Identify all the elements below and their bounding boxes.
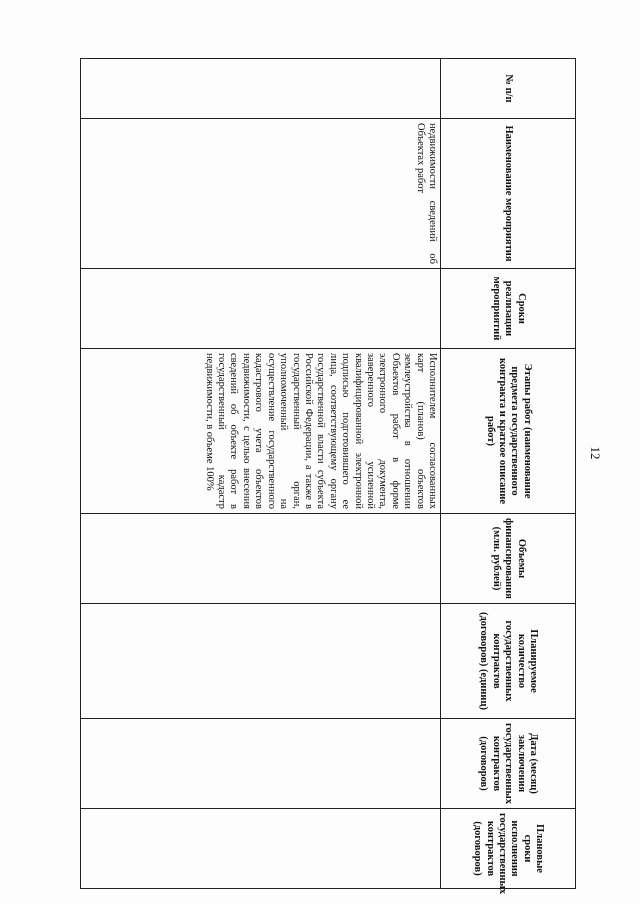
header-date: Дата (месяц) заключения государственных контрактов (договоров)	[441, 719, 576, 809]
measures-table	[80, 58, 576, 894]
cell-date	[81, 719, 441, 809]
header-contracts: Планируемое количество государственных контрактов (договоров) (единиц)	[441, 604, 576, 719]
header-stages: Этапы работ (наименование предмета государственного контракта и краткое описание работ)	[441, 349, 576, 514]
cell-contracts	[81, 604, 441, 719]
cell-stages: Исполнителем согласованных карт (планов) объектов землеустройства в отношении Объектов работ в форме электронного документа, заверенного усиленной квалифицированной электронной подписью подготовившего ее лица, соответствующему органу государственной власти субъекта Российской Федерации, а также в государственный орган, уполномоченный на осуществление государственного кадастрового учета объектов недвижимости, с целью внесения сведений об объекте работ в государственный кадастр недвижимости, в объеме 100%	[81, 349, 441, 514]
cell-name: недвижимости сведений об Объектах работ	[81, 119, 441, 269]
cell-deadline	[81, 809, 441, 889]
header-terms: Сроки реализации мероприятий	[441, 269, 576, 349]
header-deadline: Плановые сроки исполнения государственных контрактов (договоров)	[441, 809, 576, 889]
header-name: Наименование мероприятия	[441, 119, 576, 269]
page-number: 12	[588, 446, 603, 460]
table-row	[81, 59, 441, 889]
cell-finance	[81, 514, 441, 604]
header-finance: Объемы финансирования (млн. рублей)	[441, 514, 576, 604]
table-header-row	[441, 59, 576, 889]
header-num: № п/п	[441, 59, 576, 119]
cell-terms	[81, 269, 441, 349]
rotated-table-wrapper	[80, 58, 576, 894]
cell-num	[81, 59, 441, 119]
